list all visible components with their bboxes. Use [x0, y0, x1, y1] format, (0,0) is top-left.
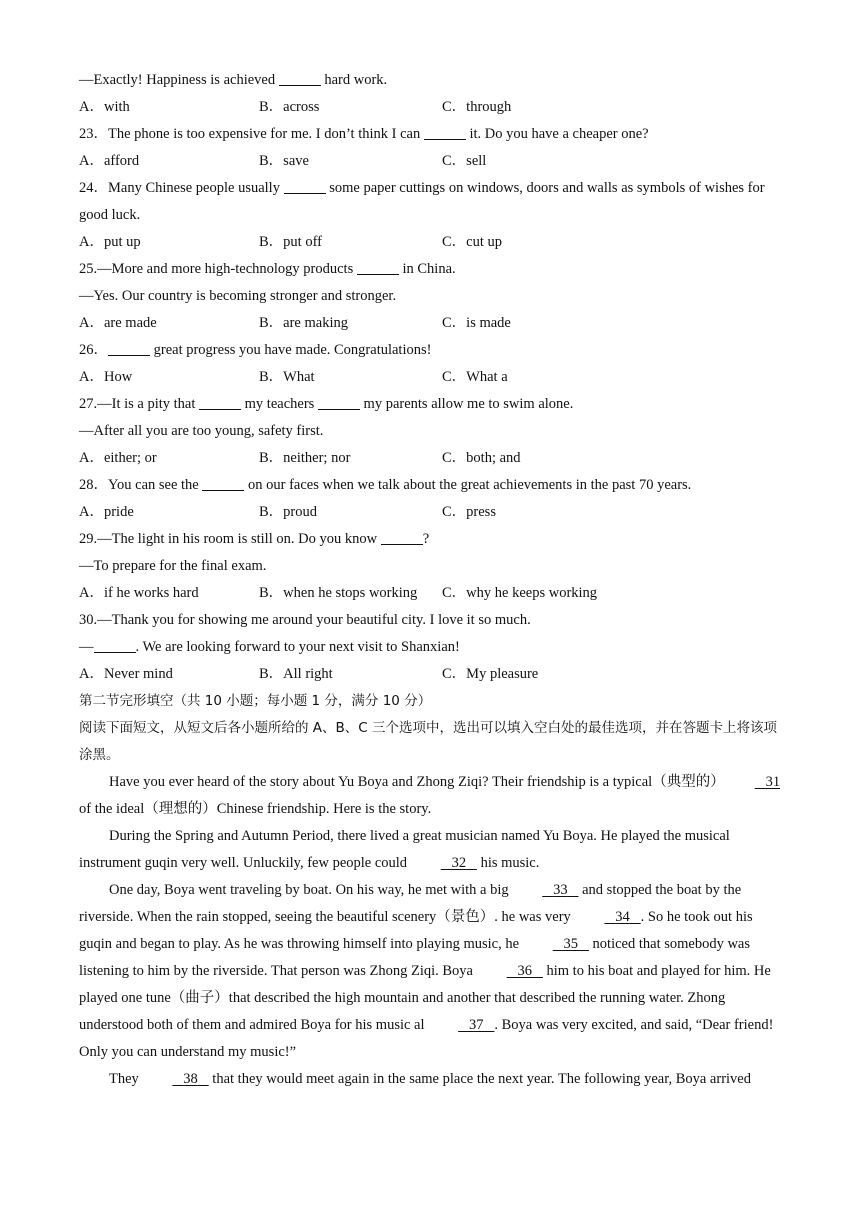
option-b: B．are making	[259, 315, 348, 331]
cloze-blank-37: 37	[469, 1017, 484, 1033]
answer-blank	[424, 125, 466, 140]
q24-stem: 24．Many Chinese people usually some paper cuttings on windows, doors and walls as symbols of wishes for good luck.	[79, 180, 765, 223]
option-b: B．save	[259, 153, 309, 169]
cloze-blank-31: 31	[765, 774, 781, 790]
answer-blank	[381, 530, 423, 545]
option-b: B．proud	[259, 504, 317, 520]
option-a: A．pride	[79, 504, 134, 520]
page-content	[79, 67, 784, 1093]
section-instruction: 阅读下面短文，从短文后各小题所给的 A、B、C 三个选项中，选出可以填入空白处的最佳选项，并在答题卡上将该项涂黑。	[79, 720, 778, 763]
option-a: A．are made	[79, 315, 157, 331]
option-c: C．press	[442, 504, 496, 520]
option-b: B．What	[259, 369, 315, 385]
answer-blank	[318, 395, 360, 410]
option-c: C．My pleasure	[442, 666, 539, 682]
option-c: C．What a	[442, 369, 508, 385]
q29-response: —To prepare for the final exam.	[79, 558, 267, 574]
option-a: A．either; or	[79, 450, 157, 466]
cloze-blank-38: 38	[183, 1071, 198, 1087]
q25-options	[79, 310, 784, 337]
q30-stem: 30.—Thank you for showing me around your beautiful city. I love it so much.	[79, 612, 531, 628]
cloze-blank-36: 36	[517, 963, 532, 979]
section-heading: 第二节完形填空（共 10 小题；每小题 1 分，满分 10 分）	[79, 693, 432, 709]
q27-response: —After all you are too young, safety first.	[79, 423, 324, 439]
q26-options	[79, 364, 784, 391]
q29-stem: 29.—The light in his room is still on. Do you know ?	[79, 531, 430, 547]
answer-blank	[108, 341, 150, 356]
option-a: A．with	[79, 99, 130, 115]
option-a: A．How	[79, 369, 133, 385]
cloze-blank-33: 33	[553, 882, 568, 898]
option-a: A．Never mind	[79, 666, 173, 682]
q30-response: — . We are looking forward to your next visit to Shanxian!	[79, 639, 460, 655]
passage-paragraph-2: During the Spring and Autumn Period, there lived a great musician named Yu Boya. He played the musical instrument guqin very well. Unluckily, few people could 32 his music.	[79, 823, 784, 877]
q24-options	[79, 229, 784, 256]
cloze-blank-34: 34	[615, 909, 630, 925]
q27-options	[79, 445, 784, 472]
option-b: B．put off	[259, 234, 322, 250]
passage-paragraph-1: Have you ever heard of the story about Yu Boya and Zhong Ziqi? Their friendship is a typical（典型的） 31 of the ideal（理想的）Chinese friendship. Here is the story.	[79, 769, 784, 823]
q28-options	[79, 499, 784, 526]
option-c: C．sell	[442, 153, 487, 169]
answer-blank	[199, 395, 241, 410]
q25-stem: 25.—More and more high-technology products in China.	[79, 261, 456, 277]
cloze-blank-32: 32	[451, 855, 467, 871]
answer-blank	[357, 260, 399, 275]
q22-options	[79, 94, 784, 121]
option-b: B．neither; nor	[259, 450, 351, 466]
option-b: B．across	[259, 99, 320, 115]
passage-paragraph-4: They 38 that they would meet again in the same place the next year. The following year, Boya arrived	[79, 1066, 784, 1093]
q22-response: —Exactly! Happiness is achieved hard work.	[79, 72, 388, 88]
answer-blank	[284, 179, 326, 194]
q23-stem: 23．The phone is too expensive for me. I don’t think I can it. Do you have a cheaper one?	[79, 126, 649, 142]
passage-paragraph-3: One day, Boya went traveling by boat. On his way, he met with a big 33 and stopped the boat by the riverside. When the rain stopped, seeing the beautiful scenery（景色）. he was very 34 . So he took out his guqin and began to play. As he was throwing himself into playing music, he 35 noticed that somebody was listening to him by the riverside. That person was Zhong Ziqi. Boya 36 him to his boat and played for him. He played one tune（曲子）that described the high mountain and another that described the running water. Zhong understood both of them and admired Boya for his music al 37 . Boya was very excited, and said, “Dear friend! Only you can understand my music!”	[79, 877, 784, 1066]
cloze-blank-35: 35	[563, 936, 579, 952]
option-b: B．when he stops working	[259, 585, 418, 601]
option-a: A．put up	[79, 234, 141, 250]
option-c: C．is made	[442, 315, 511, 331]
option-c: C．why he keeps working	[442, 585, 598, 601]
option-c: C．both; and	[442, 450, 521, 466]
option-b: B．All right	[259, 666, 333, 682]
q30-options	[79, 661, 784, 688]
q23-options	[79, 148, 784, 175]
option-c: C．through	[442, 99, 512, 115]
answer-blank	[279, 71, 321, 86]
answer-blank	[94, 638, 136, 653]
q28-stem: 28．You can see the on our faces when we talk about the great achievements in the past 70 years.	[79, 477, 692, 493]
option-a: A．if he works hard	[79, 585, 199, 601]
q27-stem: 27.—It is a pity that my teachers my parents allow me to swim alone.	[79, 396, 574, 412]
option-a: A．afford	[79, 153, 140, 169]
option-c: C．cut up	[442, 234, 503, 250]
q25-response: —Yes. Our country is becoming stronger and stronger.	[79, 288, 397, 304]
q26-stem: 26． great progress you have made. Congratulations!	[79, 342, 432, 358]
q29-options	[79, 580, 784, 607]
answer-blank	[202, 476, 244, 491]
